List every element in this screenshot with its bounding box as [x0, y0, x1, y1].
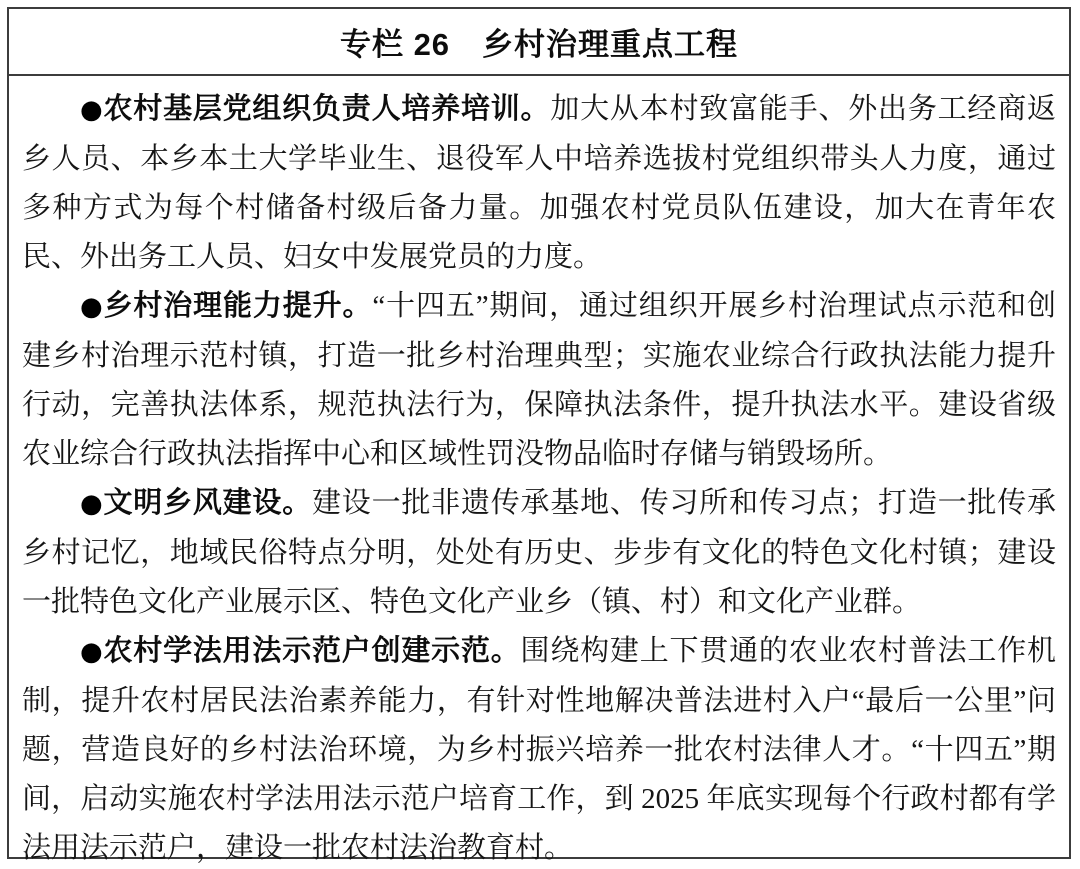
- paragraph-text: 加大从本村致富能手、外出务工经商返乡人员、本乡本土大学毕业生、退役军人中培养选拔村党组织带头人力度，通过多种方式为每个村储备村级后备力量。加强农村党员队伍建设，加大在青年农民、外出务工人员、妇女中发展党员的力度。: [22, 93, 1056, 273]
- paragraph-lead: 农村学法用法示范户创建示范。: [103, 635, 521, 667]
- bullet-icon: ●: [80, 637, 104, 667]
- column-body: [9, 76, 1069, 869]
- column-title: 专栏 26 乡村治理重点工程: [339, 27, 739, 62]
- bullet-icon: ●: [80, 95, 104, 125]
- paragraph: [22, 479, 1056, 627]
- paragraph-text: “十四五”期间，通过组织开展乡村治理试点示范和创建乡村治理示范村镇，打造一批乡村治理典型；实施农业综合行政执法能力提升行动，完善执法体系，规范执法行为，保障执法条件，提升执法水平。建设省级农业综合行政执法指挥中心和区域性罚没物品临时存储与销毁场所。: [22, 290, 1056, 470]
- paragraph-lead: 乡村治理能力提升。: [103, 290, 373, 322]
- paragraph-lead: 农村基层党组织负责人培养培训。: [103, 93, 551, 125]
- column-box: [7, 7, 1071, 864]
- paragraph-text: 围绕构建上下贯通的农业农村普法工作机制，提升农村居民法治素养能力，有针对性地解决普法进村入户“最后一公里”问题，营造良好的乡村法治环境，为乡村振兴培养一批农村法律人才。“十四五”期间，启动实施农村学法用法示范户培育工作，到 2025 年底实现每个行政村都有学法用法示范户，建设一批农村法治教育村。: [22, 635, 1056, 864]
- paragraph: [22, 282, 1056, 479]
- bullet-icon: ●: [80, 489, 104, 519]
- paragraph: [22, 85, 1056, 282]
- paragraph-text: 建设一批非遗传承基地、传习所和传习点；打造一批传承乡村记忆，地域民俗特点分明，处处有历史、步步有文化的特色文化村镇；建设一批特色文化产业展示区、特色文化产业乡（镇、村）和文化产业群。: [22, 487, 1056, 618]
- paragraph: [22, 627, 1056, 869]
- bullet-icon: ●: [80, 292, 104, 322]
- paragraph-lead: 文明乡风建设。: [103, 487, 313, 519]
- column-title-bar: [9, 9, 1069, 76]
